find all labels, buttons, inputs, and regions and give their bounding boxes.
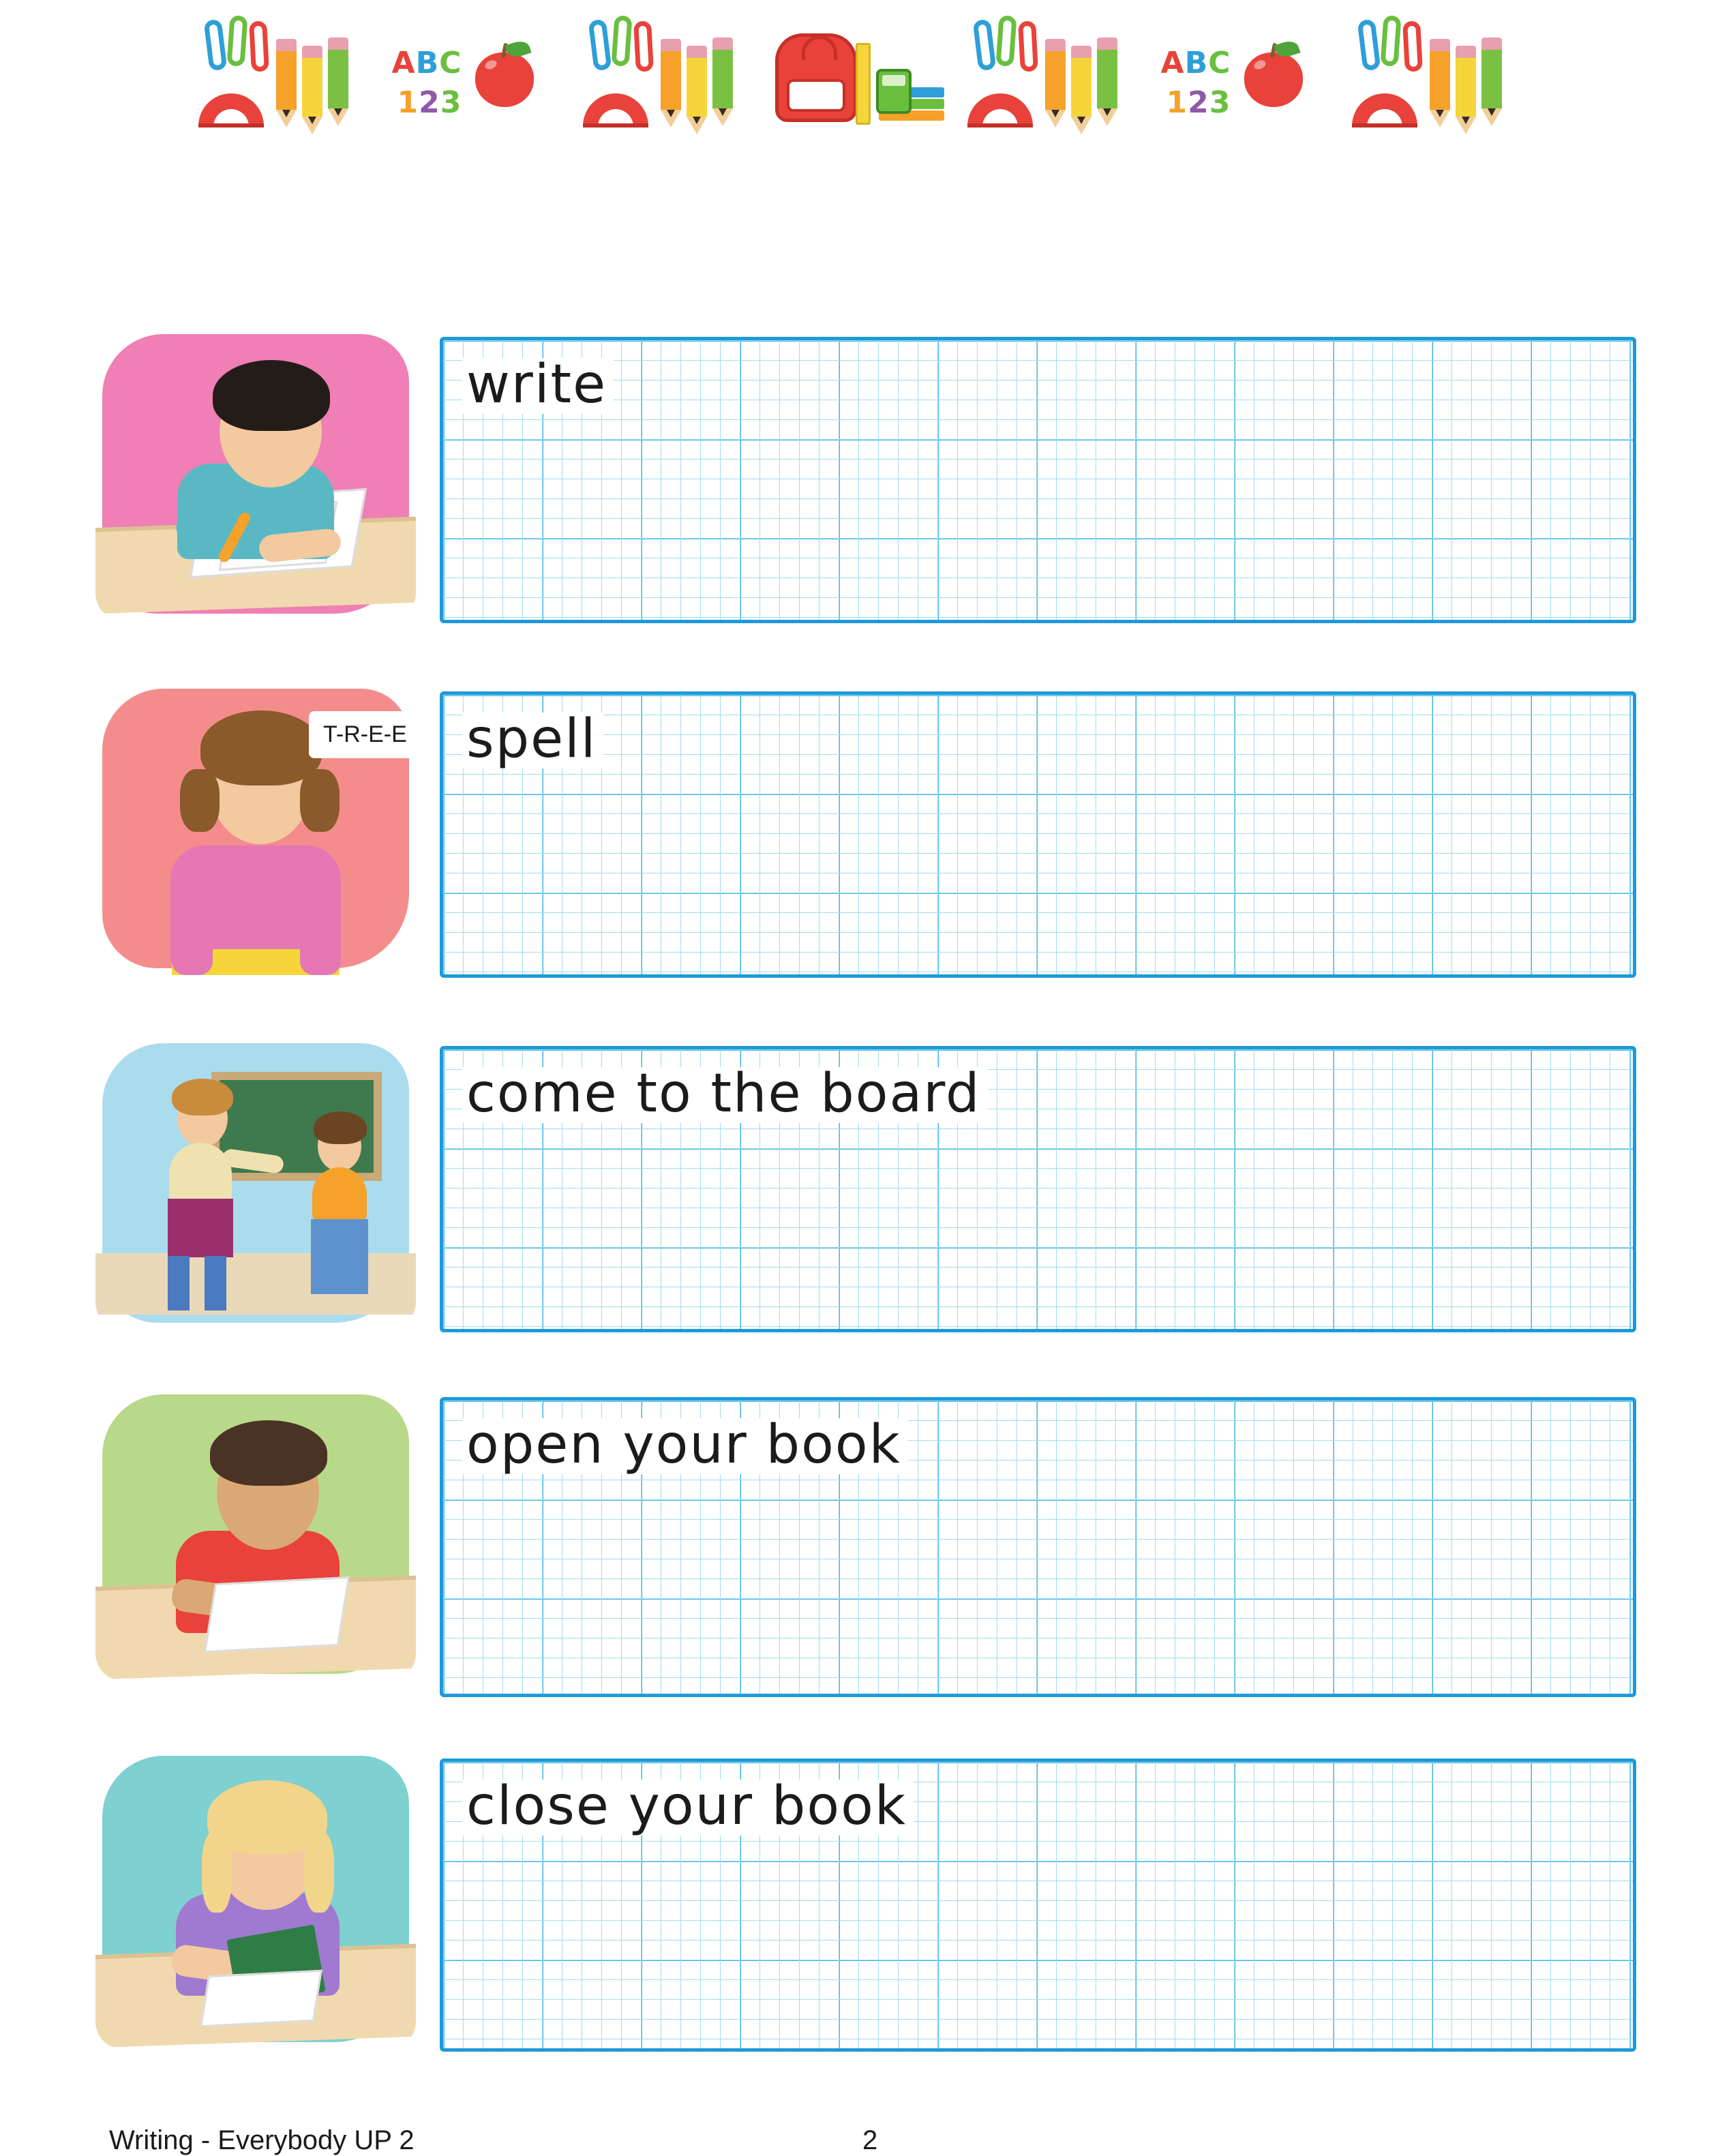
border-unit-supplies: [962, 10, 1154, 181]
pencil-green-icon: [712, 38, 733, 126]
border-unit-abc-apple: [1154, 10, 1346, 181]
speech-bubble-spell: T-R-E-E: [310, 713, 420, 757]
exercise-row-open-your-book: [0, 1388, 1731, 1694]
illustration-girl-closing-book: [95, 1749, 416, 2049]
illustration-blackboard: [95, 1036, 416, 1330]
abc-text: ABC: [1160, 46, 1231, 80]
exercise-row-spell: [0, 682, 1731, 989]
page-number: 2: [862, 2125, 878, 2155]
footer-title: Writing - Everybody UP 2: [109, 2125, 415, 2155]
exercise-row-come-to-the-board: [0, 1036, 1731, 1343]
border-unit-backpack: [770, 10, 962, 181]
border-unit-supplies: [577, 10, 770, 181]
practice-word-come-to-the-board: come to the board: [462, 1067, 988, 1123]
pencil-yellow-icon: [1071, 46, 1092, 134]
pencil-green-icon: [1481, 38, 1502, 126]
123-text: 123: [397, 85, 462, 120]
backpack-icon: [775, 33, 857, 122]
paperclips-icon: [974, 16, 1056, 77]
exercise-row-close-your-book: [0, 1749, 1731, 2063]
protractor-icon: [967, 93, 1033, 128]
writing-grid-close-your-book[interactable]: [440, 1758, 1636, 2052]
practice-word-open-your-book: open your book: [462, 1418, 908, 1474]
writing-grid-open-your-book[interactable]: [440, 1397, 1636, 1697]
protractor-icon: [198, 93, 264, 128]
border-unit-supplies: [1346, 10, 1539, 181]
illustration-boy-writing: [95, 327, 416, 620]
writing-grid-write[interactable]: [440, 337, 1636, 623]
pencil-yellow-icon: [687, 46, 707, 134]
paperclips-icon: [590, 16, 672, 77]
practice-word-write: write: [462, 358, 614, 414]
pencil-yellow-icon: [1456, 46, 1476, 134]
paperclips-icon: [1359, 16, 1441, 77]
exercise-row-write: [0, 327, 1731, 634]
decorative-top-border: [0, 0, 1731, 191]
apple-icon: [475, 53, 534, 107]
open-book: [204, 1576, 350, 1653]
paperclips-icon: [205, 16, 287, 77]
protractor-icon: [1352, 93, 1417, 128]
illustration-boy-opening-book: [95, 1388, 416, 1681]
apple-icon: [1244, 53, 1303, 107]
ruler-icon: [856, 43, 871, 125]
pencil-yellow-icon: [302, 46, 322, 134]
border-unit-abc-apple: [385, 10, 577, 181]
abc-text: ABC: [391, 46, 462, 80]
pencil-orange-icon: [661, 39, 681, 128]
pencil-orange-icon: [1430, 39, 1450, 128]
writing-grid-come-to-the-board[interactable]: [440, 1046, 1636, 1332]
protractor-icon: [583, 93, 648, 128]
practice-word-spell: spell: [462, 713, 603, 768]
pencil-green-icon: [1097, 38, 1117, 126]
pencil-orange-icon: [276, 39, 297, 128]
pencil-green-icon: [328, 38, 348, 126]
border-unit-supplies: [193, 10, 385, 181]
calculator-icon: [876, 69, 912, 114]
practice-word-close-your-book: close your book: [462, 1780, 914, 1836]
pencil-orange-icon: [1045, 39, 1066, 128]
writing-grid-spell[interactable]: [440, 691, 1636, 978]
123-text: 123: [1166, 85, 1231, 120]
